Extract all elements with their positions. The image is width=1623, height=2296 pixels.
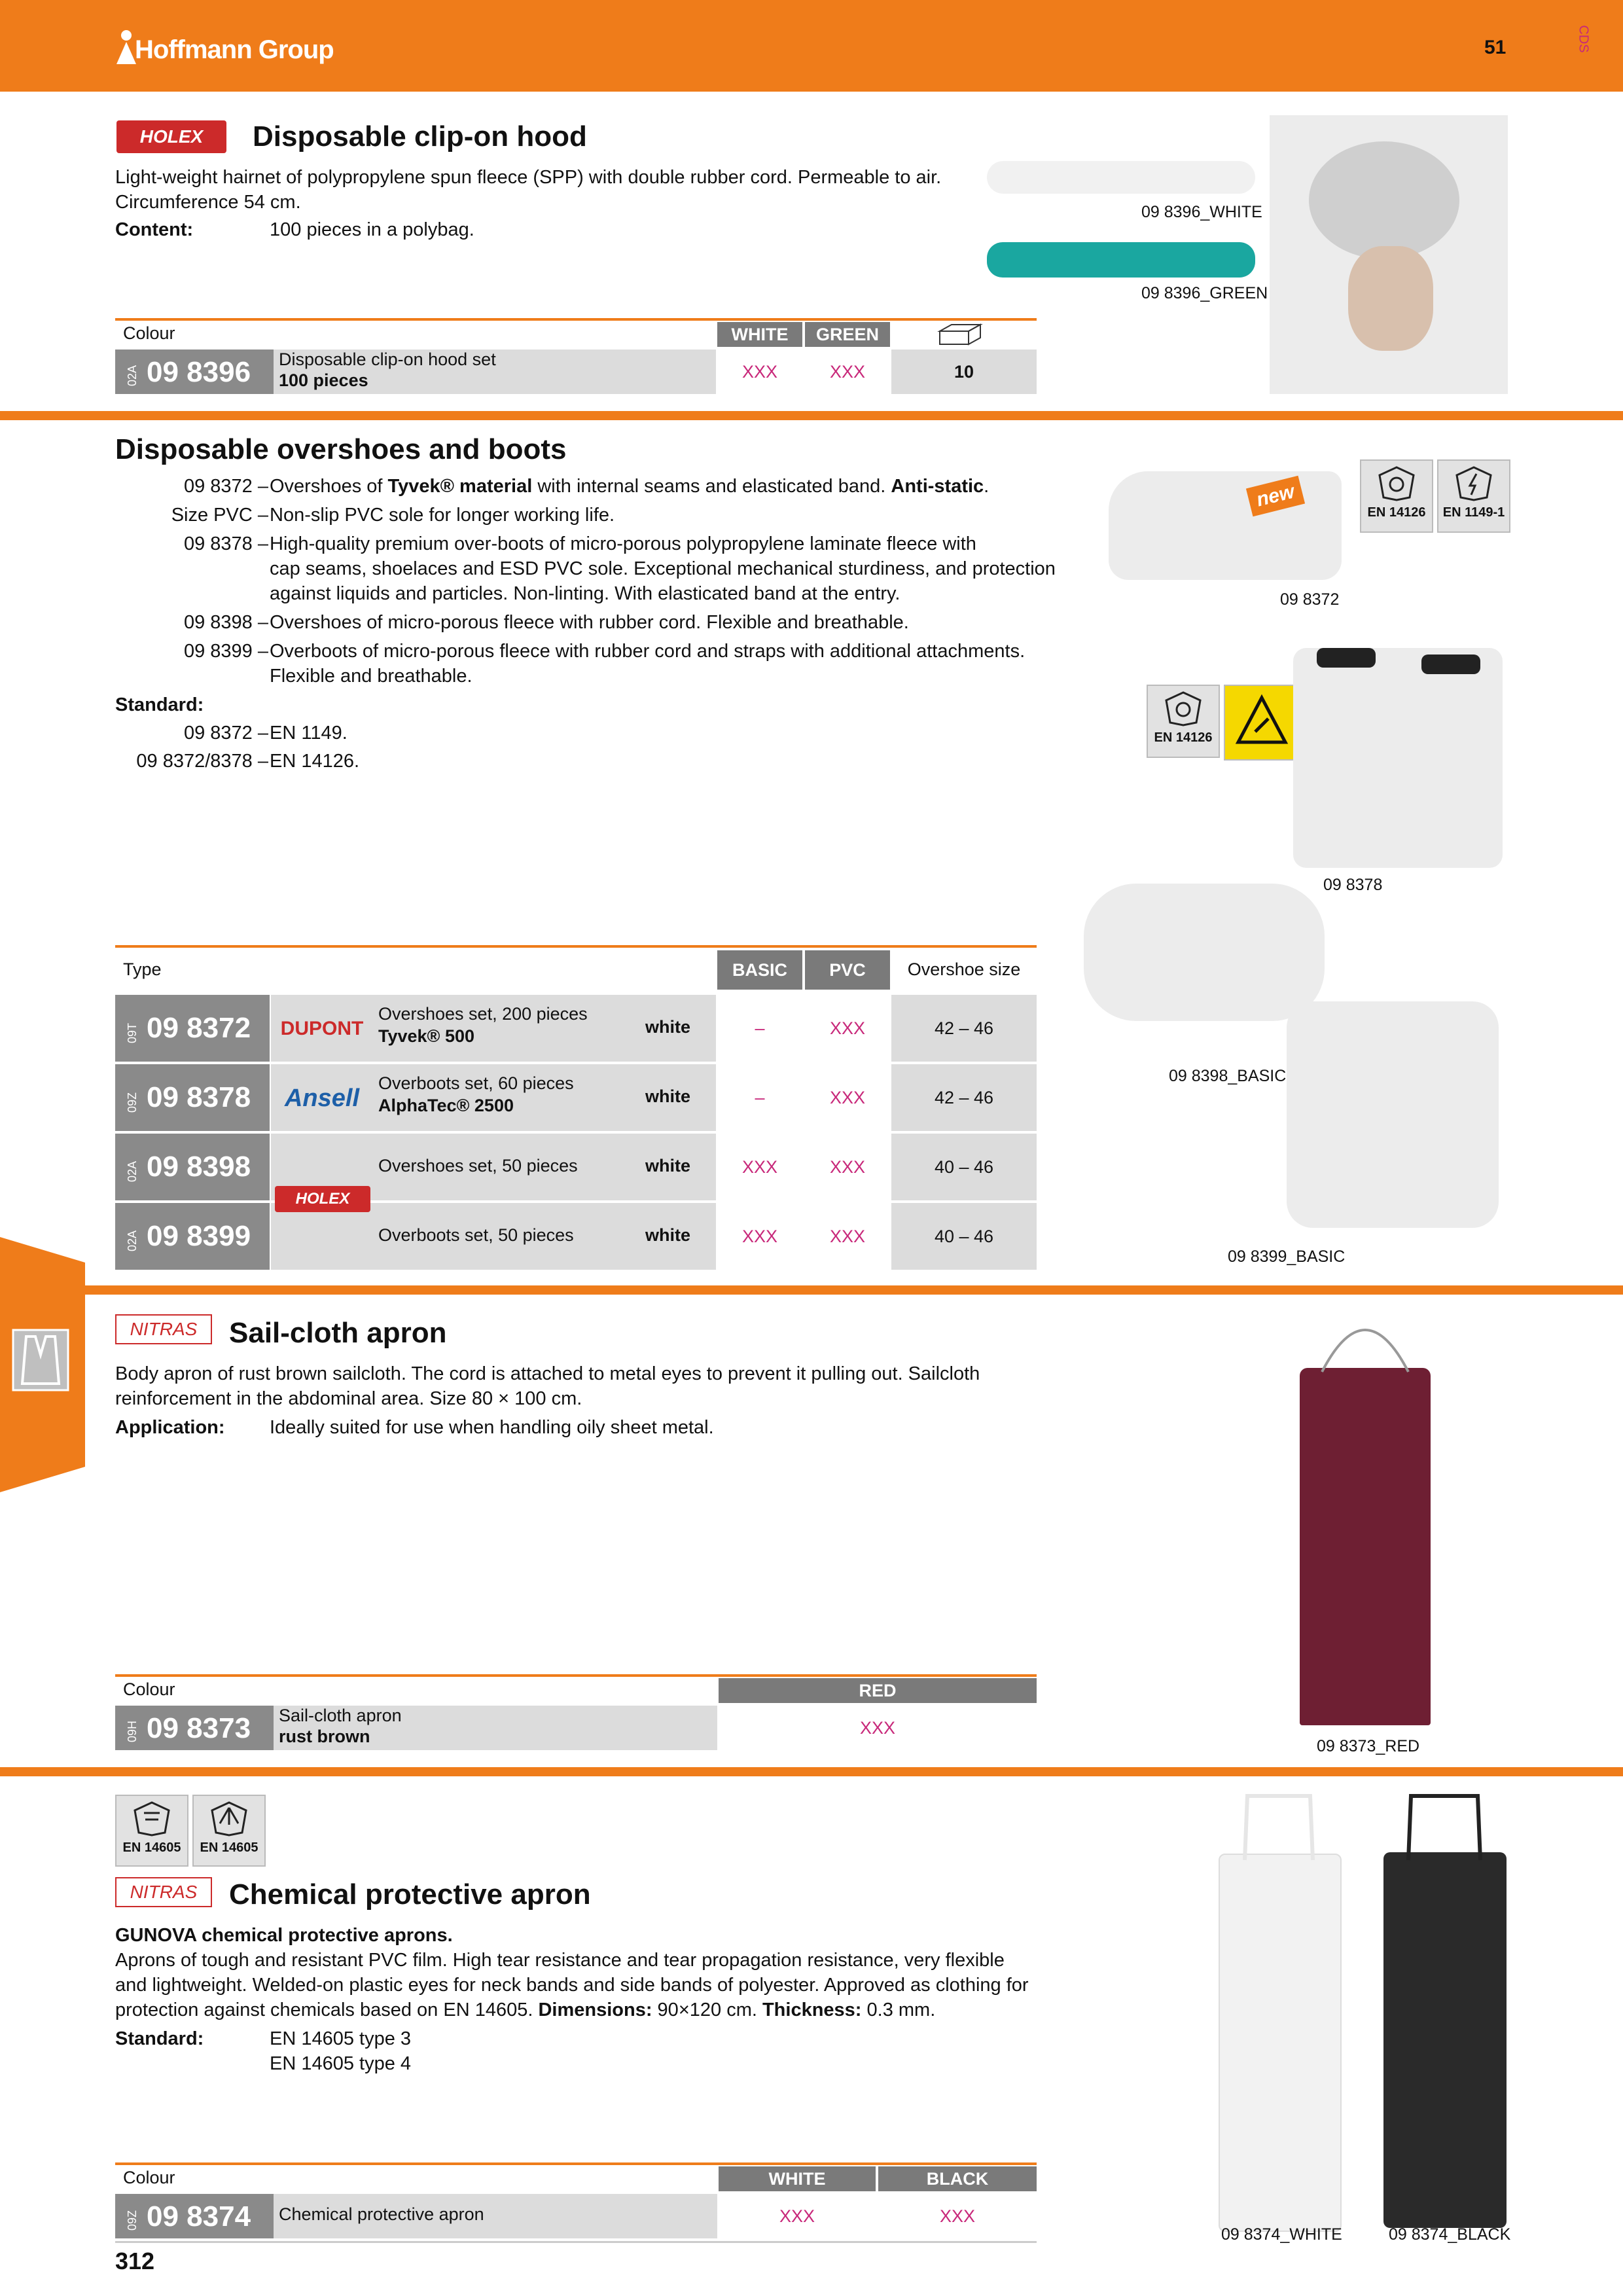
hood-row-art-cell [115, 350, 274, 394]
hood-row-green: XXX [805, 350, 890, 394]
os-row-size: 40 – 46 [891, 1134, 1037, 1200]
os-row-pvc: XXX [805, 1064, 890, 1131]
os-line-key: 09 8372 – [183, 476, 268, 497]
overshoes-std-val-1: EN 1149. [270, 723, 348, 744]
hood-row-name-cell [274, 350, 716, 394]
chem-subtitle: GUNOVA chemical protective aprons. [115, 1925, 453, 1946]
os-line-part: Tyvek® material [387, 476, 533, 497]
caption-hood-green: 09 8396_GREEN [1141, 284, 1268, 302]
hood-row-name: Disposable clip-on hood set [279, 350, 496, 369]
os-line-part: Flexible and breathable. [270, 666, 473, 687]
biohazard-icon [1377, 465, 1416, 501]
hood-model-photo [1270, 115, 1508, 394]
pict-label-2: EN 1149-1 [1442, 505, 1505, 520]
chem-desc-3b: Dimensions: [538, 2000, 652, 2020]
esd-pictogram [1224, 685, 1300, 761]
os-col-size: Overshoe size [907, 960, 1021, 979]
hairnet-white-image [987, 161, 1255, 194]
chem-desc-3a: protection against chemicals based on EN 14605. [115, 2000, 539, 2020]
hood-row-art: 09 8396 [147, 356, 251, 388]
os-row-pvc: XXX [805, 995, 890, 1062]
os-row-basic: – [717, 1064, 802, 1131]
apron-cord [1313, 1314, 1418, 1373]
chem-std-2: EN 14605 type 4 [270, 2053, 412, 2074]
overshoes-title: Disposable overshoes and boots [115, 433, 567, 465]
sail-col-red: RED [719, 1678, 1037, 1703]
sail-row-name: Sail-cloth apron [279, 1706, 402, 1725]
chem-desc-3 [115, 1998, 935, 2022]
os-line-part: Overshoes of [270, 476, 388, 497]
os-row-art: 09 8372 [147, 1012, 251, 1044]
os-line-part: Anti-static [891, 476, 984, 497]
caption-9373: 09 8373_RED [1317, 1737, 1420, 1755]
os-line-part: with internal seams and elasticated band. [532, 476, 891, 497]
os-line-part: against liquids and particles. Non-linting. With elasticated band at the entry. [270, 583, 901, 604]
chem-col-colour: Colour [123, 2168, 175, 2187]
overshoes-standard-label: Standard: [115, 694, 204, 715]
os-line-part: cap seams, shoelaces and ESD PVC sole. Exceptional mechanical sturdiness, and protection [270, 558, 1056, 579]
chem-desc-3d: Thickness: [762, 2000, 862, 2020]
chem-col-white: WHITE [719, 2166, 876, 2191]
antistatic-pictogram [1437, 459, 1510, 533]
os-row-sub: 09T [126, 1022, 139, 1043]
page-number-top: 51 [1484, 37, 1507, 58]
chem-row-name-cell [274, 2194, 717, 2238]
overshoe-9398-image [1084, 884, 1325, 1021]
sail-desc-2: reinforcement in the abdominal area. Size 80 × 100 cm. [115, 1388, 582, 1409]
sail-col-colour: Colour [123, 1679, 175, 1699]
sail-table-top-line [115, 1674, 1037, 1677]
os-row-colour: white [645, 1225, 691, 1245]
hoffmann-logo-icon [115, 29, 137, 65]
sail-row-art: 09 8373 [147, 1712, 251, 1744]
sail-title: Sail-cloth apron [229, 1317, 447, 1349]
chem-row-white: XXX [719, 2194, 876, 2238]
os-line-value [270, 503, 615, 528]
os-row-size: 40 – 46 [891, 1203, 1037, 1270]
chem-desc-3c: 90×120 cm. [652, 2000, 762, 2020]
holex-brand-logo: HOLEX [116, 120, 226, 153]
os-line-part: Overshoes of micro-porous fleece with rubber cord. Flexible and breathable. [270, 612, 909, 633]
lightning-shield-icon [1454, 465, 1493, 501]
os-row-size: 42 – 46 [891, 1064, 1037, 1131]
caption-9374-black: 09 8374_BLACK [1389, 2225, 1511, 2244]
sail-app-label: Application: [115, 1417, 225, 1438]
os-row-sub: 09Z [126, 1092, 139, 1113]
os-row-colour: white [645, 1086, 691, 1106]
os-col-basic: BASIC [717, 950, 802, 990]
hood-row-pack: 10 [891, 350, 1037, 394]
os-line-part: High-quality premium over-boots of micro-porous polypropylene laminate fleece with [270, 533, 976, 554]
chemical-shield-icon [132, 1800, 171, 1837]
os-line-value [270, 664, 473, 689]
overshoe-9372-image [1109, 471, 1342, 580]
os-line-key: 09 8398 – [183, 612, 268, 633]
os-row-art-cell [115, 1064, 270, 1131]
chem-desc-3e: 0.3 mm. [861, 2000, 936, 2020]
os-row-name: Overshoes set, 50 pieces [378, 1156, 578, 1175]
os-row-sub: 02A [126, 1160, 139, 1182]
caption-hood-white: 09 8396_WHITE [1141, 203, 1262, 221]
os-line-value [270, 556, 1056, 581]
overboot-9399-image [1287, 1001, 1499, 1228]
hood-row-white: XXX [717, 350, 802, 394]
chem-row-name: Chemical protective apron [279, 2204, 484, 2224]
chem-pictogram-type3 [115, 1795, 188, 1867]
overshoes-std-val-2: EN 14126. [270, 751, 360, 772]
chem-row-sub: 09Z [126, 2210, 139, 2231]
page-number-bottom: 312 [115, 2248, 155, 2274]
os-row-name: Overshoes set, 200 pieces [378, 1004, 588, 1024]
chemical-spray-icon [209, 1800, 249, 1837]
vest-icon [12, 1329, 69, 1391]
os-col-pvc: PVC [805, 950, 890, 990]
os-row-name: Overboots set, 50 pieces [378, 1225, 574, 1245]
os-row-art-cell [115, 1134, 270, 1200]
overshoes-std-key-2: 09 8372/8378 – [136, 751, 268, 772]
chem-row-art: 09 8374 [147, 2200, 251, 2233]
os-line-key: 09 8399 – [183, 641, 268, 662]
os-row-art: 09 8378 [147, 1081, 251, 1113]
os-line-value [270, 531, 976, 556]
chem-row-black: XXX [878, 2194, 1037, 2238]
chem-pict-label-1: EN 14605 [122, 1840, 181, 1855]
os-line-value [270, 610, 909, 635]
os-row-name2: AlphaTec® 2500 [378, 1096, 514, 1115]
new-badge: new [1246, 476, 1305, 517]
os-row-colour: white [645, 1017, 691, 1037]
os-row-name: Overboots set, 60 pieces [378, 1073, 574, 1093]
hood-desc-1: Light-weight hairnet of polypropylene spun fleece (SPP) with double rubber cord. Permeable to air. [115, 167, 942, 188]
caption-9399: 09 8399_BASIC [1228, 1247, 1346, 1266]
chem-desc-2: and lightweight. Welded-on plastic eyes for neck bands and side bands of polyester. Approved as clothing for [115, 1975, 1029, 1996]
biohazard-icon [1164, 690, 1203, 726]
biohazard-pictogram [1360, 459, 1433, 533]
sail-row-name-cell [274, 1706, 717, 1750]
biohazard-pictogram-2 [1147, 685, 1220, 758]
white-apron-neckband [1238, 1789, 1319, 1861]
caption-9372: 09 8372 [1280, 590, 1340, 609]
os-row-size: 42 – 46 [891, 995, 1037, 1062]
os-row-art-cell [115, 1203, 270, 1270]
os-line-key: 09 8378 – [183, 533, 268, 554]
os-line-value [270, 639, 1025, 664]
section-divider-3 [0, 1767, 1623, 1776]
chem-pict-label-2: EN 14605 [200, 1840, 259, 1855]
chem-table-top-line [115, 2162, 1037, 2165]
chem-col-black: BLACK [878, 2166, 1037, 2191]
section-divider-1 [0, 411, 1623, 420]
chem-desc-1: Aprons of tough and resistant PVC film. High tear resistance and tear propagation resistance, very flexible [115, 1950, 1005, 1971]
hood-row-sub: 02A [126, 365, 139, 386]
caption-9374-white: 09 8374_WHITE [1221, 2225, 1342, 2244]
chem-pictogram-type4 [192, 1795, 266, 1867]
chem-std-1: EN 14605 type 3 [270, 2028, 412, 2049]
os-row-art: 09 8398 [147, 1151, 251, 1183]
hood-content-value: 100 pieces in a polybag. [270, 219, 474, 240]
pict-label-3: EN 14126 [1154, 730, 1213, 745]
logo-text: Hoffmann Group [135, 35, 334, 64]
sail-app-value: Ideally suited for use when handling oily sheet metal. [270, 1417, 714, 1438]
nitras-brand-logo: NITRAS [115, 1314, 212, 1344]
dupont-brand-logo: DUPONT [280, 1018, 364, 1039]
chem-apron-black-image [1383, 1852, 1507, 2228]
hood-content-label: Content: [115, 219, 194, 240]
black-apron-neckband [1402, 1789, 1487, 1861]
holex-brand-logo-table: HOLEX [275, 1186, 370, 1212]
hood-row-name2: 100 pieces [279, 370, 368, 390]
chem-title: Chemical protective apron [229, 1878, 591, 1910]
os-line-key: Size PVC – [171, 505, 268, 526]
chem-standard-label: Standard: [115, 2028, 204, 2049]
os-line-value [270, 474, 989, 499]
package-icon [937, 323, 983, 346]
os-line-part: Non-slip PVC sole for longer working life. [270, 505, 615, 526]
os-row-sub: 02A [126, 1230, 139, 1251]
sail-row-red: XXX [719, 1706, 1037, 1750]
os-row-basic: XXX [717, 1203, 802, 1270]
hood-table-top-line [115, 318, 1037, 321]
os-line-part: . [984, 476, 990, 497]
os-row-name2: Tyvek® 500 [378, 1026, 474, 1046]
caption-9398: 09 8398_BASIC [1169, 1067, 1287, 1085]
chem-row-art-cell [115, 2194, 274, 2238]
sail-row-art-cell [115, 1706, 274, 1750]
os-row-art: 09 8399 [147, 1220, 251, 1252]
hood-col-colour: Colour [123, 323, 175, 343]
os-row-basic: – [717, 995, 802, 1062]
os-row-basic: XXX [717, 1134, 802, 1200]
nitras-brand-logo-2: NITRAS [115, 1877, 212, 1907]
sail-desc-1: Body apron of rust brown sailcloth. The cord is attached to metal eyes to prevent it pulling out. Sailcloth [115, 1363, 980, 1384]
os-row-colour: white [645, 1156, 691, 1175]
os-line-value [270, 581, 900, 606]
sail-apron-image [1300, 1368, 1431, 1725]
section-divider-2 [0, 1285, 1623, 1295]
os-row-art-cell [115, 995, 270, 1062]
os-row-pvc: XXX [805, 1134, 890, 1200]
hood-col-white: WHITE [717, 322, 802, 347]
ansell-brand-logo: Ansell [284, 1085, 360, 1112]
overboot-9378-image [1293, 648, 1503, 868]
side-code: CDS [1576, 25, 1591, 53]
hairnet-green-image [987, 242, 1255, 278]
esd-warning-icon [1225, 686, 1298, 759]
sail-row-name2: rust brown [279, 1727, 370, 1746]
overshoes-std-key-1: 09 8372 – [183, 723, 268, 744]
os-table-top-line [115, 945, 1037, 948]
os-line-part: Overboots of micro-porous fleece with rubber cord and straps with additional attachments. [270, 641, 1026, 662]
hood-col-green: GREEN [805, 322, 890, 347]
os-row-pvc: XXX [805, 1203, 890, 1270]
sail-row-sub: 09H [126, 1720, 139, 1742]
hood-desc-2: Circumference 54 cm. [115, 192, 301, 213]
chem-apron-white-image [1219, 1854, 1342, 2232]
caption-9378: 09 8378 [1323, 876, 1383, 894]
chem-table-bottom-line [115, 2241, 1037, 2243]
pict-label-1: EN 14126 [1367, 505, 1426, 520]
hood-title: Disposable clip-on hood [253, 120, 587, 152]
os-col-type: Type [123, 960, 162, 979]
